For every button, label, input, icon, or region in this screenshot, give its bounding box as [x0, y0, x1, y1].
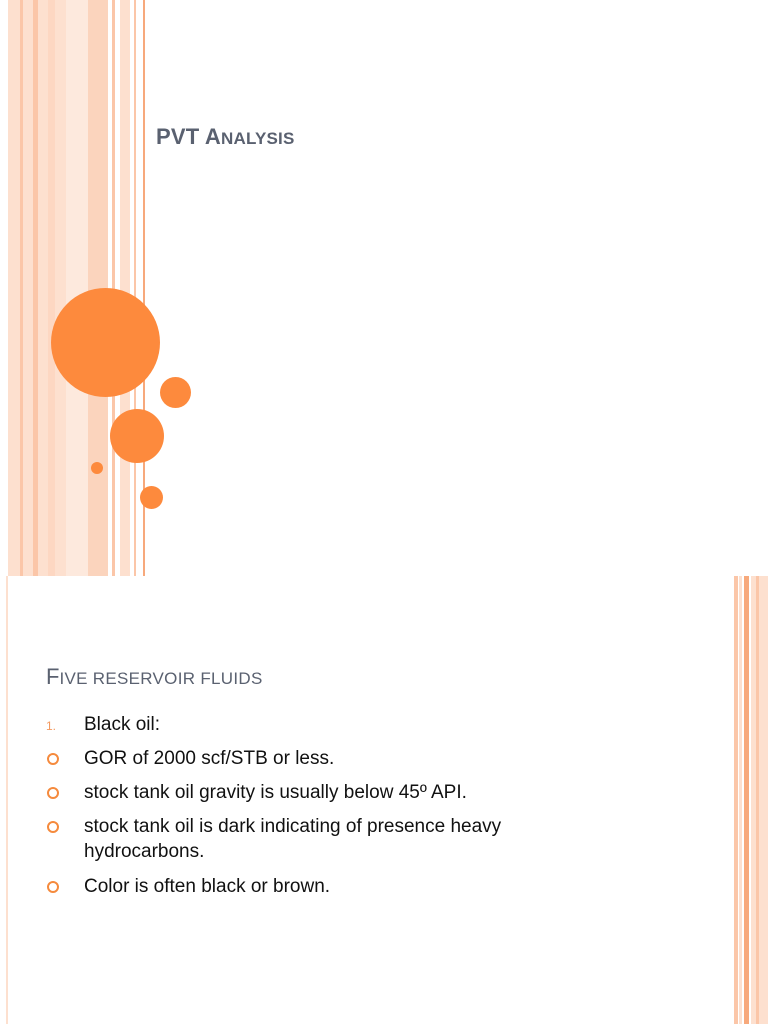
decorative-small-circle: [160, 377, 191, 408]
stripe-line: [734, 576, 738, 1024]
list-item: [46, 712, 686, 737]
stripe-line: [33, 0, 38, 576]
slide-2-title: FIVE RESERVOIR FLUIDS: [46, 664, 263, 689]
stripe-line: [744, 576, 749, 1024]
decorative-medium-circle: [110, 409, 164, 463]
list-item: [46, 780, 686, 805]
list-item: [46, 746, 686, 771]
decorative-small-circle: [140, 486, 163, 509]
decorative-tiny-circle: [91, 462, 103, 474]
stripe-line: [120, 0, 130, 576]
stripe-band: [751, 576, 768, 1024]
decorative-large-circle: [51, 288, 160, 397]
list-item-text: Black oil:: [84, 714, 161, 735]
list-item-text: GOR of 2000 scf/STB or less.: [84, 748, 335, 769]
list-number: 1.: [46, 719, 57, 733]
stripe-band: [66, 0, 88, 576]
stripe-line: [48, 0, 55, 576]
stripe-line: [20, 0, 23, 576]
list-item-text: stock tank oil gravity is usually below 45º API.: [84, 782, 467, 803]
stripe-line: [739, 576, 742, 1024]
list-item: [46, 874, 686, 899]
stripe-line: [756, 576, 759, 1024]
list-item: [46, 814, 604, 864]
ring-bullet-icon: [47, 787, 59, 799]
ring-bullet-icon: [47, 753, 59, 765]
ring-bullet-icon: [47, 821, 59, 833]
ring-bullet-icon: [47, 881, 59, 893]
stripe-line: [134, 0, 136, 576]
stripe-line: [6, 576, 8, 1024]
list-item-text: Color is often black or brown.: [84, 876, 331, 897]
list-item-text: stock tank oil is dark indicating of presence heavy hydrocarbons.: [84, 816, 502, 862]
bullet-list: [46, 712, 686, 899]
slide-1-title: PVT ANALYSIS: [156, 124, 295, 149]
